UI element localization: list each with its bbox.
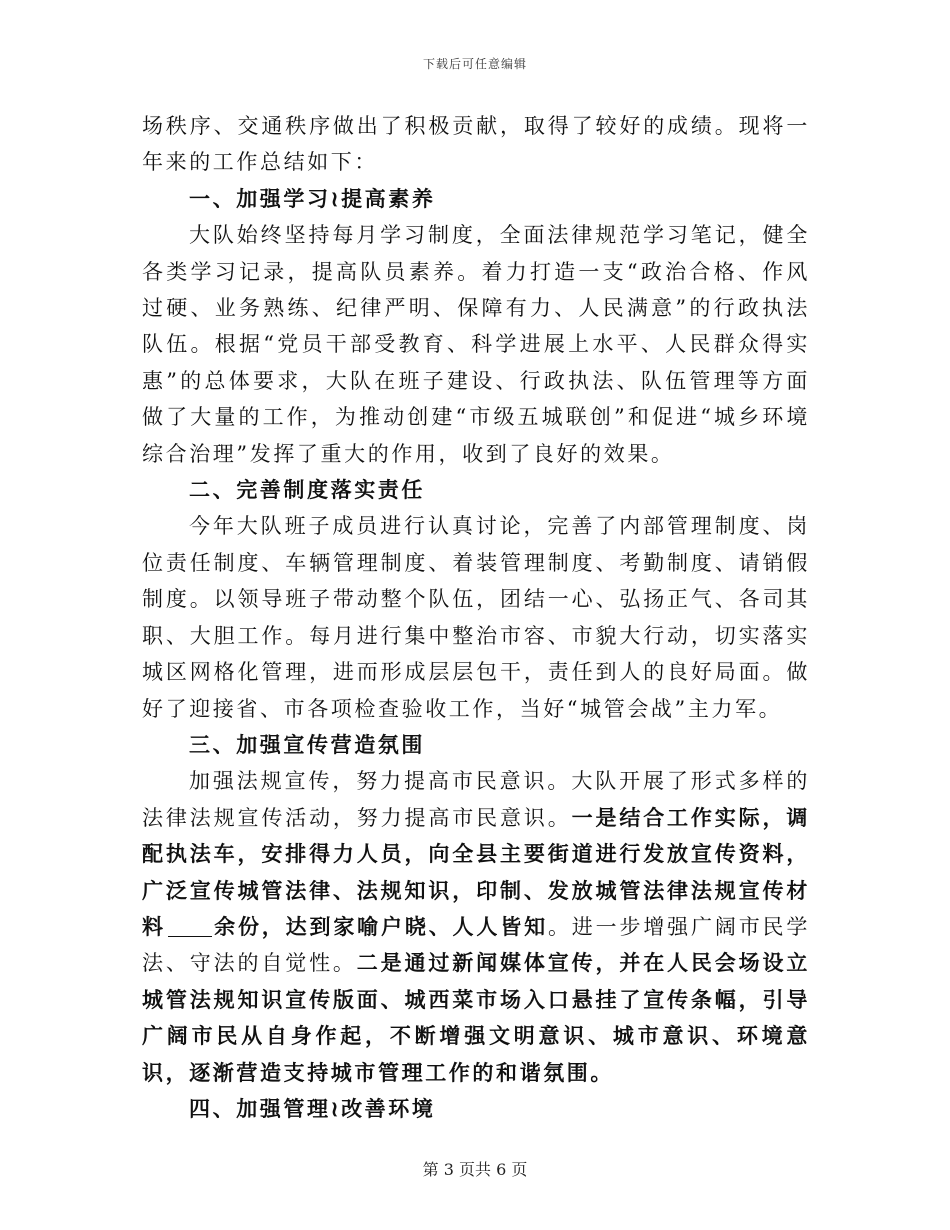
section-1-heading: 一、加强学习≀提高素养: [189, 185, 436, 211]
section-3-text-normal-2: 。进一步增强广阔市民学法、守法的自觉性。: [142, 914, 810, 976]
section-3-text-bold-2: 余份，达到家喻户晓、人人皆知: [213, 913, 548, 939]
document-body: [142, 108, 810, 1127]
intro-continuation-paragraph: 场秩序、交通秩序做出了积极贡献，取得了较好的成绩。现将一年来的工作总结如下：: [142, 114, 810, 175]
section-3-text-normal-1: 加强法规宣传，努力提高市民意识。大队开展了形式多样的法律法规宣传活动，努力提高市民意识。: [142, 769, 810, 830]
section-3-paragraph: [142, 763, 810, 1091]
page-number-footer: 第 3 页共 6 页: [422, 1160, 528, 1179]
section-3-text-bold-1: 一是结合工作实际，调配执法车，安排得力人员，向全县主要街道进行发放宣传资料，广泛宣传城管法律、法规知识，印制、发放城管法律法规宣传材料: [142, 804, 810, 939]
page-header-note: 下载后可任意编辑: [422, 57, 527, 71]
section-4-heading: 四、加强管理≀改善环境: [189, 1095, 436, 1121]
section-2-heading: 二、完善制度落实责任: [189, 477, 425, 503]
section-1-paragraph: 大队始终坚持每月学习制度，全面法律规范学习笔记，健全各类学习记录，提高队员素养。着力打造一支“政治合格、作风过硬、业务熟练、纪律严明、保障有力、人民满意”的行政执法队伍。根据“党员干部受教育、科学进展上水平、人民群众得实惠”的总体要求，大队在班子建设、行政执法、队伍管理等方面做了大量的工作，为推动创建“市级五城联创”和促进“城乡环境综合治理”发挥了重大的作用，收到了良好的效果。: [142, 223, 810, 466]
section-2-paragraph: 今年大队班子成员进行认真讨论，完善了内部管理制度、岗位责任制度、车辆管理制度、着装管理制度、考勤制度、请销假制度。以领导班子带动整个队伍，团结一心、弘扬正气、各司其职、大胆工作。每月进行集中整治市容、市貌大行动，切实落实城区网格化管理，进而形成层层包干，责任到人的良好局面。做好了迎接省、市各项检查验收工作，当好“城管会战”主力军。: [142, 514, 810, 721]
section-3-heading: 三、加强宣传营造氛围: [189, 731, 425, 757]
fill-in-blank: [168, 916, 212, 937]
section-3-text-bold-3: 二是通过新闻媒体宣传，并在人民会场设立城管法规知识宣传版面、城西菜市场入口悬挂了宣传条幅，引导广阔市民从自身作起，不断增强文明意识、城市意识、环境意识，逐渐营造支持城市管理工作的和谐氛围。: [142, 950, 810, 1085]
